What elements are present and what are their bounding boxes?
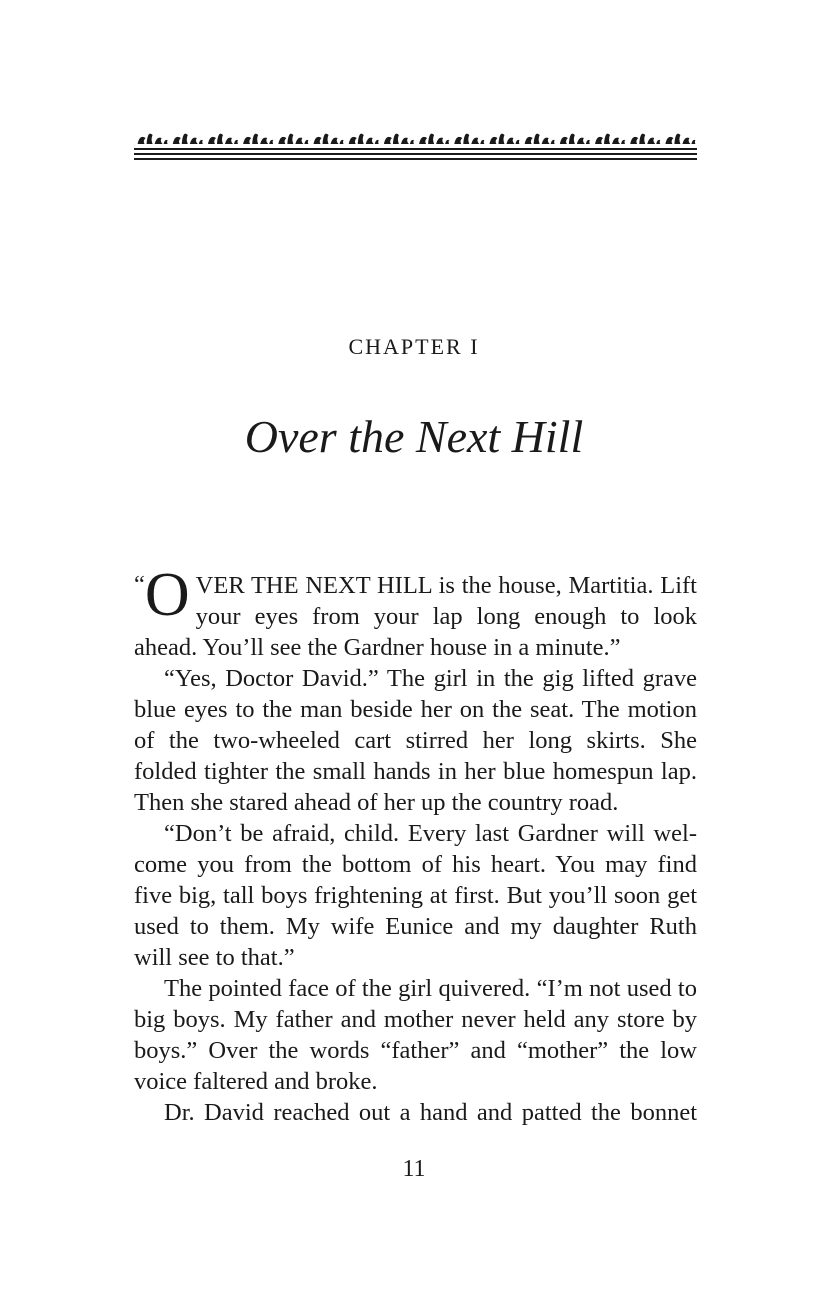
- fleuron-icon: [525, 134, 555, 144]
- opening-quote: “: [134, 571, 145, 598]
- fleuron-icon: [489, 134, 519, 144]
- page-number: 11: [402, 1156, 426, 1182]
- fleuron-icon: [665, 134, 695, 144]
- fleuron-icon: [595, 134, 625, 144]
- chapter-ornament-border: [134, 128, 697, 164]
- fleuron-icon: [454, 134, 484, 144]
- fleuron-icon: [630, 134, 660, 144]
- chapter-title: Over the Next Hill: [244, 411, 584, 462]
- fleuron-icon: [243, 134, 273, 144]
- drop-cap: O: [144, 561, 190, 629]
- body-text: [134, 561, 697, 1128]
- paragraph-1: [134, 561, 697, 663]
- paragraph-1-text: VER THE NEXT HILL is the house, Martitia. Lift your eyes from your lap long enough to look ahead. You’ll see the Gardner house in a minute.”: [134, 572, 697, 661]
- paragraph-3: “Don’t be afraid, child. Every last Gardner will welcome you from the bottom of his heart. You may find five big, tall boys frightening at first. But you’ll soon get used to them. My wife Eunice and my daughter Ruth will see to that.”: [134, 820, 697, 971]
- fleuron-icon: [208, 134, 238, 144]
- drop-cap-group: [134, 561, 190, 629]
- paragraph-5: Dr. David reached out a hand and patted the bonnet: [164, 1099, 697, 1126]
- paragraph-4: The pointed face of the girl quivered. “I’m not used to big boys. My father and mother never held any store by boys.” Over the words “father” and “mother” the low voice faltered and broke.: [134, 975, 697, 1095]
- fleuron-icon: [173, 134, 203, 144]
- fleuron-icon: [349, 134, 379, 144]
- chapter-label: CHAPTER I: [348, 334, 480, 359]
- fleuron-icon: [384, 134, 414, 144]
- fleuron-icon: [138, 134, 168, 144]
- fleuron-icon: [419, 134, 449, 144]
- paragraph-2: “Yes, Doctor David.” The girl in the gig lifted grave blue eyes to the man beside her on the seat. The motion of the two-wheeled cart stirred her long skirts. She folded tighter the small hands in her blue homespun lap. Then she stared ahead of her up the country road.: [134, 665, 697, 816]
- fleuron-icon: [560, 134, 590, 144]
- fleuron-icon: [314, 134, 344, 144]
- fleuron-icon: [278, 134, 308, 144]
